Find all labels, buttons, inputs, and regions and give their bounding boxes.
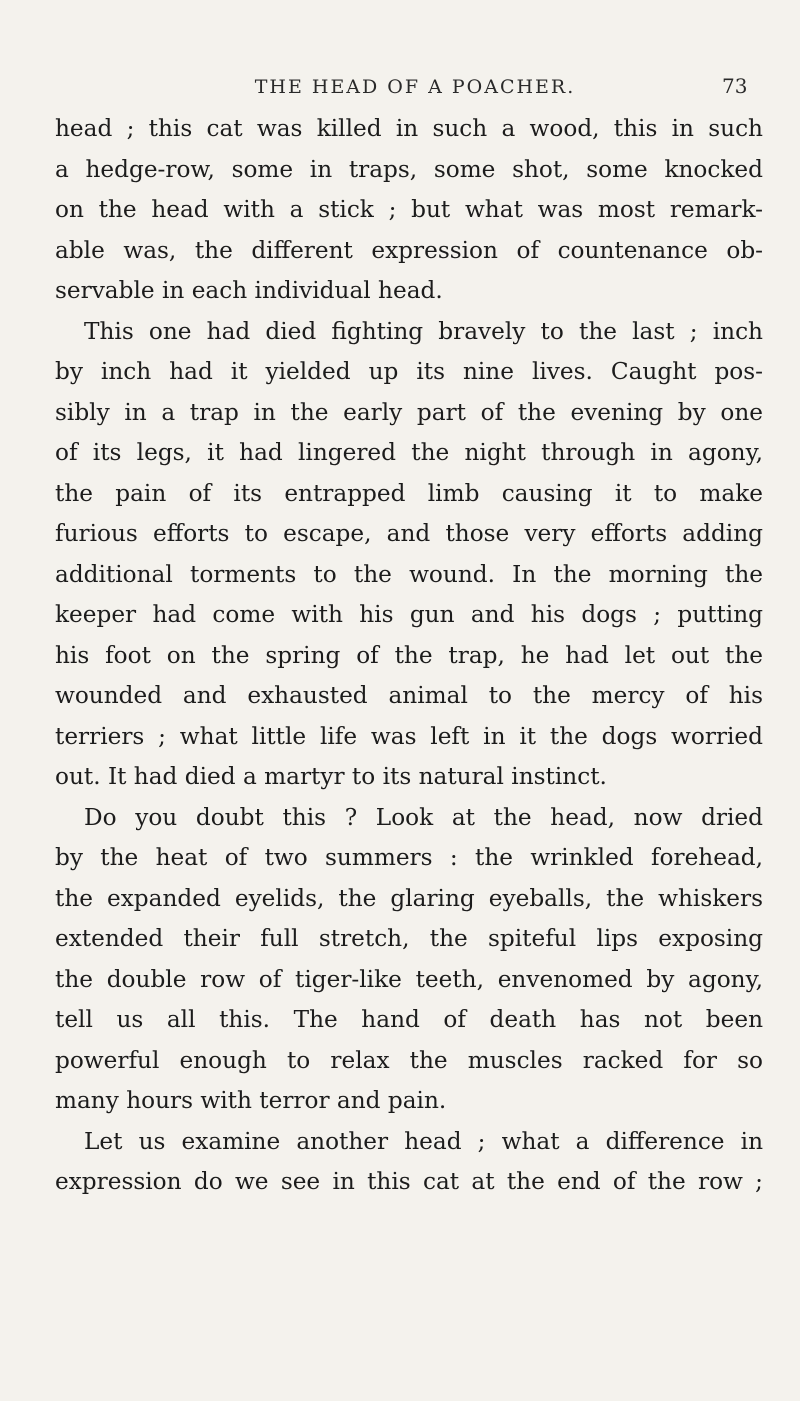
paragraph-start-line: Let us examine another head ; what a difference in: [84, 1127, 763, 1155]
text-line: many hours with terror and pain.: [55, 1087, 447, 1114]
text-line: able was, the different expression of countenance ob-: [55, 236, 763, 264]
text-line: servable in each individual head.: [55, 277, 443, 304]
text-line: of its legs, it had lingered the night through in agony,: [55, 439, 763, 466]
text-line: his foot on the spring of the trap, he had let out the: [55, 641, 763, 669]
text-line: sibly in a trap in the early part of the evening by one: [55, 398, 763, 426]
paragraph-start-line: This one had died fighting bravely to the last ; inch: [84, 317, 763, 345]
text-line: the expanded eyelids, the glaring eyeballs, the whiskers: [55, 884, 763, 912]
text-line: keeper had come with his gun and his dogs ; putting: [55, 601, 763, 628]
text-line: furious efforts to escape, and those very efforts adding: [55, 520, 763, 547]
text-line: by the heat of two summers : the wrinkled forehead,: [55, 844, 763, 871]
text-line: powerful enough to relax the muscles racked for so: [55, 1046, 763, 1074]
text-line: extended their full stretch, the spiteful lips exposing: [55, 925, 763, 952]
text-line: on the head with a stick ; but what was most remark-: [55, 196, 763, 223]
text-line: expression do we see in this cat at the end of the row ;: [55, 1168, 763, 1195]
text-line: head ; this cat was killed in such a wood, this in such: [55, 115, 763, 142]
text-line: the pain of its entrapped limb causing it to make: [55, 479, 763, 507]
paragraph-start-line: Do you doubt this ? Look at the head, now dried: [84, 803, 763, 831]
running-head: THE HEAD OF A POACHER.: [254, 76, 576, 98]
text-line: the double row of tiger-like teeth, envenomed by agony,: [55, 965, 763, 993]
page-number: 73: [722, 74, 748, 98]
text-line: terriers ; what little life was left in it the dogs worried: [55, 722, 763, 750]
text-line: a hedge-row, some in traps, some shot, some knocked: [55, 155, 763, 183]
text-line: out. It had died a martyr to its natural instinct.: [55, 763, 607, 790]
text-line: additional torments to the wound. In the morning the: [55, 560, 763, 588]
text-line: by inch had it yielded up its nine lives. Caught pos-: [55, 358, 763, 385]
text-line: tell us all this. The hand of death has not been: [55, 1006, 763, 1033]
text-line: wounded and exhausted animal to the mercy of his: [55, 682, 763, 709]
